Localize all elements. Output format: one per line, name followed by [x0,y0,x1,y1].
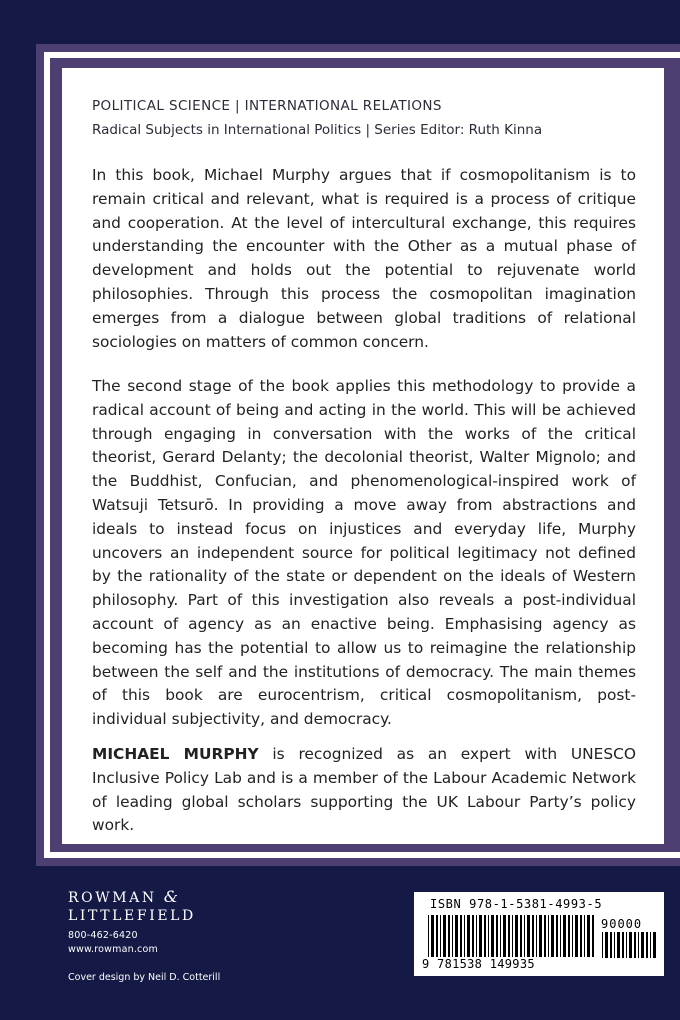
author-bio-text: is recognized as an expert with UNESCO Inclusive Policy Lab and is a member of the Labour Academic Network of leading global scholars supporting the UK Labour Party’s policy work. [92,745,636,835]
publisher-name-2: LITTLEFIELD [68,908,196,924]
series-line: Radical Subjects in International Politics | Series Editor: Ruth Kinna [92,122,543,138]
barcode-block [414,892,664,976]
publisher-phone: 800-462-6420 [68,930,138,941]
publisher-name-1: ROWMAN [68,890,157,906]
blurb-paragraph-2: The second stage of the book applies this methodology to provide a radical account of being and acting in the world. This will be achieved through engaging in conversation with the works of the critical theorist, Gerard Delanty; the decolonial theorist, Walter Mignolo; and the Buddhist, Confucian, and phenomenological-inspired work of Watsuji Tetsurō. In providing a move away from abstractions and ideals to instead focus on injustices and everyday life, Murphy uncovers an independent source for political legitimacy not defined by the rationality of the state or dependent on the ideals of Western philosophy. Part of this investigation also reveals a post-individual account of agency as an enactive being. Emphasising agency as becoming has the potential to allow us to reimagine the relationship between the self and the institutions of democracy. The main themes of this book are eurocentrism, critical cosmopolitanism, post-individual subjectivity, and democracy. [92,377,636,729]
ean-barcode-bars [428,915,596,957]
blurb-paragraph-1: In this book, Michael Murphy argues that if cosmopolitanism is to remain critical and relevant, what is required is a process of critique and cooperation. At the level of intercultural exchange, this requires understanding the encounter with the Other as a mutual phase of development and holds out the potential to rejuvenate world philosophies. Through this process the cosmopolitan imagination emerges from a dialogue between global traditions of relational sociologies on matters of common concern. [92,166,636,351]
publisher-logo-line-1 [68,888,196,907]
cover-design-credit: Cover design by Neil D. Cotterill [68,972,221,983]
publisher-ampersand: & [163,887,179,906]
publisher-block [68,888,196,957]
author-bio [92,743,636,838]
price-addon-digits: 90000 [601,917,643,931]
publisher-contact [68,929,196,957]
ean-digits: 9 781538 149935 [422,957,535,971]
addon-barcode-bars [602,932,658,958]
category-line: POLITICAL SCIENCE | INTERNATIONAL RELATIONS [92,98,442,114]
author-name: MICHAEL MURPHY [92,745,259,763]
isbn-text: ISBN 978-1-5381-4993-5 [430,897,603,911]
publisher-website[interactable]: www.rowman.com [68,944,158,955]
